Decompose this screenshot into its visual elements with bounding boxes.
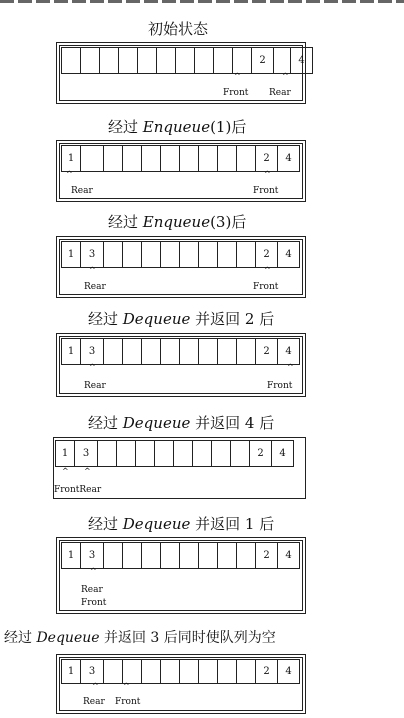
queue-cell [104,339,123,364]
panel-title: 经过 Enqueue(3)后 [108,213,247,231]
rear-pointer-arrow: ^ [84,467,91,476]
rear-label: Rear [84,282,106,292]
front-label: Front [253,282,279,292]
queue-cell [142,146,161,171]
front-pointer-arrow: ^ [123,682,130,691]
queue-cell [123,543,142,568]
queue-cell: 4 [278,339,300,364]
queue-cell [136,441,155,466]
panel-title: 经过 Dequeue 并返回 2 后 [88,310,275,328]
queue-cell [231,441,250,466]
queue-cell [180,660,199,683]
queue-cell [62,48,81,73]
queue-cell: 1 [62,146,81,171]
queue-cell [161,660,180,683]
front-pointer-arrow: ^ [264,266,271,275]
queue-cell [199,660,218,683]
queue-cell [199,146,218,171]
queue-cell: 3 [81,339,104,364]
panel-title: 初始状态 [148,20,209,38]
front-label: Front [81,598,107,608]
rear-pointer-arrow: ^ [66,170,73,179]
queue-cell: 2 [256,339,278,364]
queue-panel [56,654,306,714]
rear-pointer-arrow: ^ [89,363,96,372]
queue-cell [218,543,237,568]
queue-cell: 2 [256,543,278,568]
queue-cell [157,48,176,73]
queue-cell [193,441,212,466]
queue-cell [161,242,180,267]
queue-cell: 3 [81,660,104,683]
queue-cell: 4 [278,146,300,171]
queue-cell: 4 [278,660,300,683]
queue-cell [180,242,199,267]
queue-array [61,338,300,365]
panel-title: 经过 Dequeue 并返回 1 后 [88,515,275,533]
queue-cell: 4 [291,48,313,73]
queue-cell [104,660,123,683]
queue-cell [142,543,161,568]
queue-cell [98,441,117,466]
rear-label: Rear [71,186,93,196]
queue-cell [117,441,136,466]
queue-cell [142,660,161,683]
queue-cell [218,146,237,171]
queue-cell [237,660,256,683]
queue-panel [53,437,306,499]
queue-cell [176,48,195,73]
front-label: Front [223,88,249,98]
queue-cell: 2 [250,441,272,466]
queue-cell [138,48,157,73]
queue-cell [100,48,119,73]
queue-array [61,47,313,74]
queue-panel [56,333,306,397]
queue-cell: 1 [62,242,81,267]
front-pointer-arrow: ^ [287,363,294,372]
panel-title: 经过 Enqueue(1)后 [108,118,247,136]
queue-cell [274,48,291,73]
queue-cell: 3 [81,242,104,267]
queue-cell [180,339,199,364]
queue-cell [199,242,218,267]
queue-cell [123,660,142,683]
queue-cell [104,146,123,171]
queue-array [61,542,300,569]
front-pointer-arrow: ^ [234,72,241,81]
panel-title: 经过 Dequeue 并返回 4 后 [88,414,275,432]
rear-front-pointer-arrow: ^ [90,567,97,576]
queue-cell [237,543,256,568]
queue-array [61,241,300,268]
rear-label: Rear [269,88,291,98]
front-pointer-arrow: ^ [62,467,69,476]
queue-cell [174,441,193,466]
front-rear-label: FrontRear [54,485,102,495]
queue-cell [142,339,161,364]
queue-cell [218,242,237,267]
queue-cell: 2 [256,242,278,267]
queue-cell: 2 [256,660,278,683]
top-border-line [0,0,404,3]
queue-array [61,145,300,172]
rear-label: Rear [81,585,103,595]
rear-label: Rear [84,381,106,391]
queue-cell: 4 [278,242,300,267]
queue-array [55,440,294,467]
queue-cell [155,441,174,466]
queue-cell [123,242,142,267]
queue-cell: 2 [252,48,274,73]
front-label: Front [115,697,141,707]
queue-cell: 4 [272,441,294,466]
front-label: Front [267,381,293,391]
queue-cell [123,146,142,171]
queue-cell [161,146,180,171]
queue-cell [195,48,214,73]
queue-cell [237,242,256,267]
queue-cell [81,48,100,73]
queue-panel [56,236,306,298]
rear-label: Rear [83,697,105,707]
queue-cell [218,660,237,683]
queue-cell: 1 [62,339,81,364]
queue-cell: 3 [75,441,98,466]
queue-cell [212,441,231,466]
queue-cell: 1 [62,543,81,568]
queue-cell [237,146,256,171]
queue-cell: 2 [256,146,278,171]
queue-cell: 3 [81,543,104,568]
queue-cell [104,543,123,568]
queue-cell [123,339,142,364]
queue-cell [161,543,180,568]
queue-cell [104,242,123,267]
queue-cell [214,48,233,73]
rear-pointer-arrow: ^ [92,682,99,691]
panel-title: 经过 Dequeue 并返回 3 后同时使队列为空 [4,630,276,646]
queue-cell: 1 [56,441,75,466]
queue-cell [119,48,138,73]
queue-cell [199,339,218,364]
queue-cell [199,543,218,568]
queue-panel [56,537,306,614]
queue-array [61,659,300,684]
queue-cell [142,242,161,267]
rear-pointer-arrow: ^ [89,266,96,275]
front-pointer-arrow: ^ [264,170,271,179]
queue-cell [233,48,252,73]
queue-panel [56,140,306,202]
rear-pointer-arrow: ^ [282,72,289,81]
queue-cell [161,339,180,364]
queue-cell [218,339,237,364]
queue-cell [180,543,199,568]
queue-panel [56,42,306,104]
front-label: Front [253,186,279,196]
queue-cell [180,146,199,171]
queue-cell [237,339,256,364]
queue-cell [81,146,104,171]
queue-cell: 4 [278,543,300,568]
queue-cell: 1 [62,660,81,683]
